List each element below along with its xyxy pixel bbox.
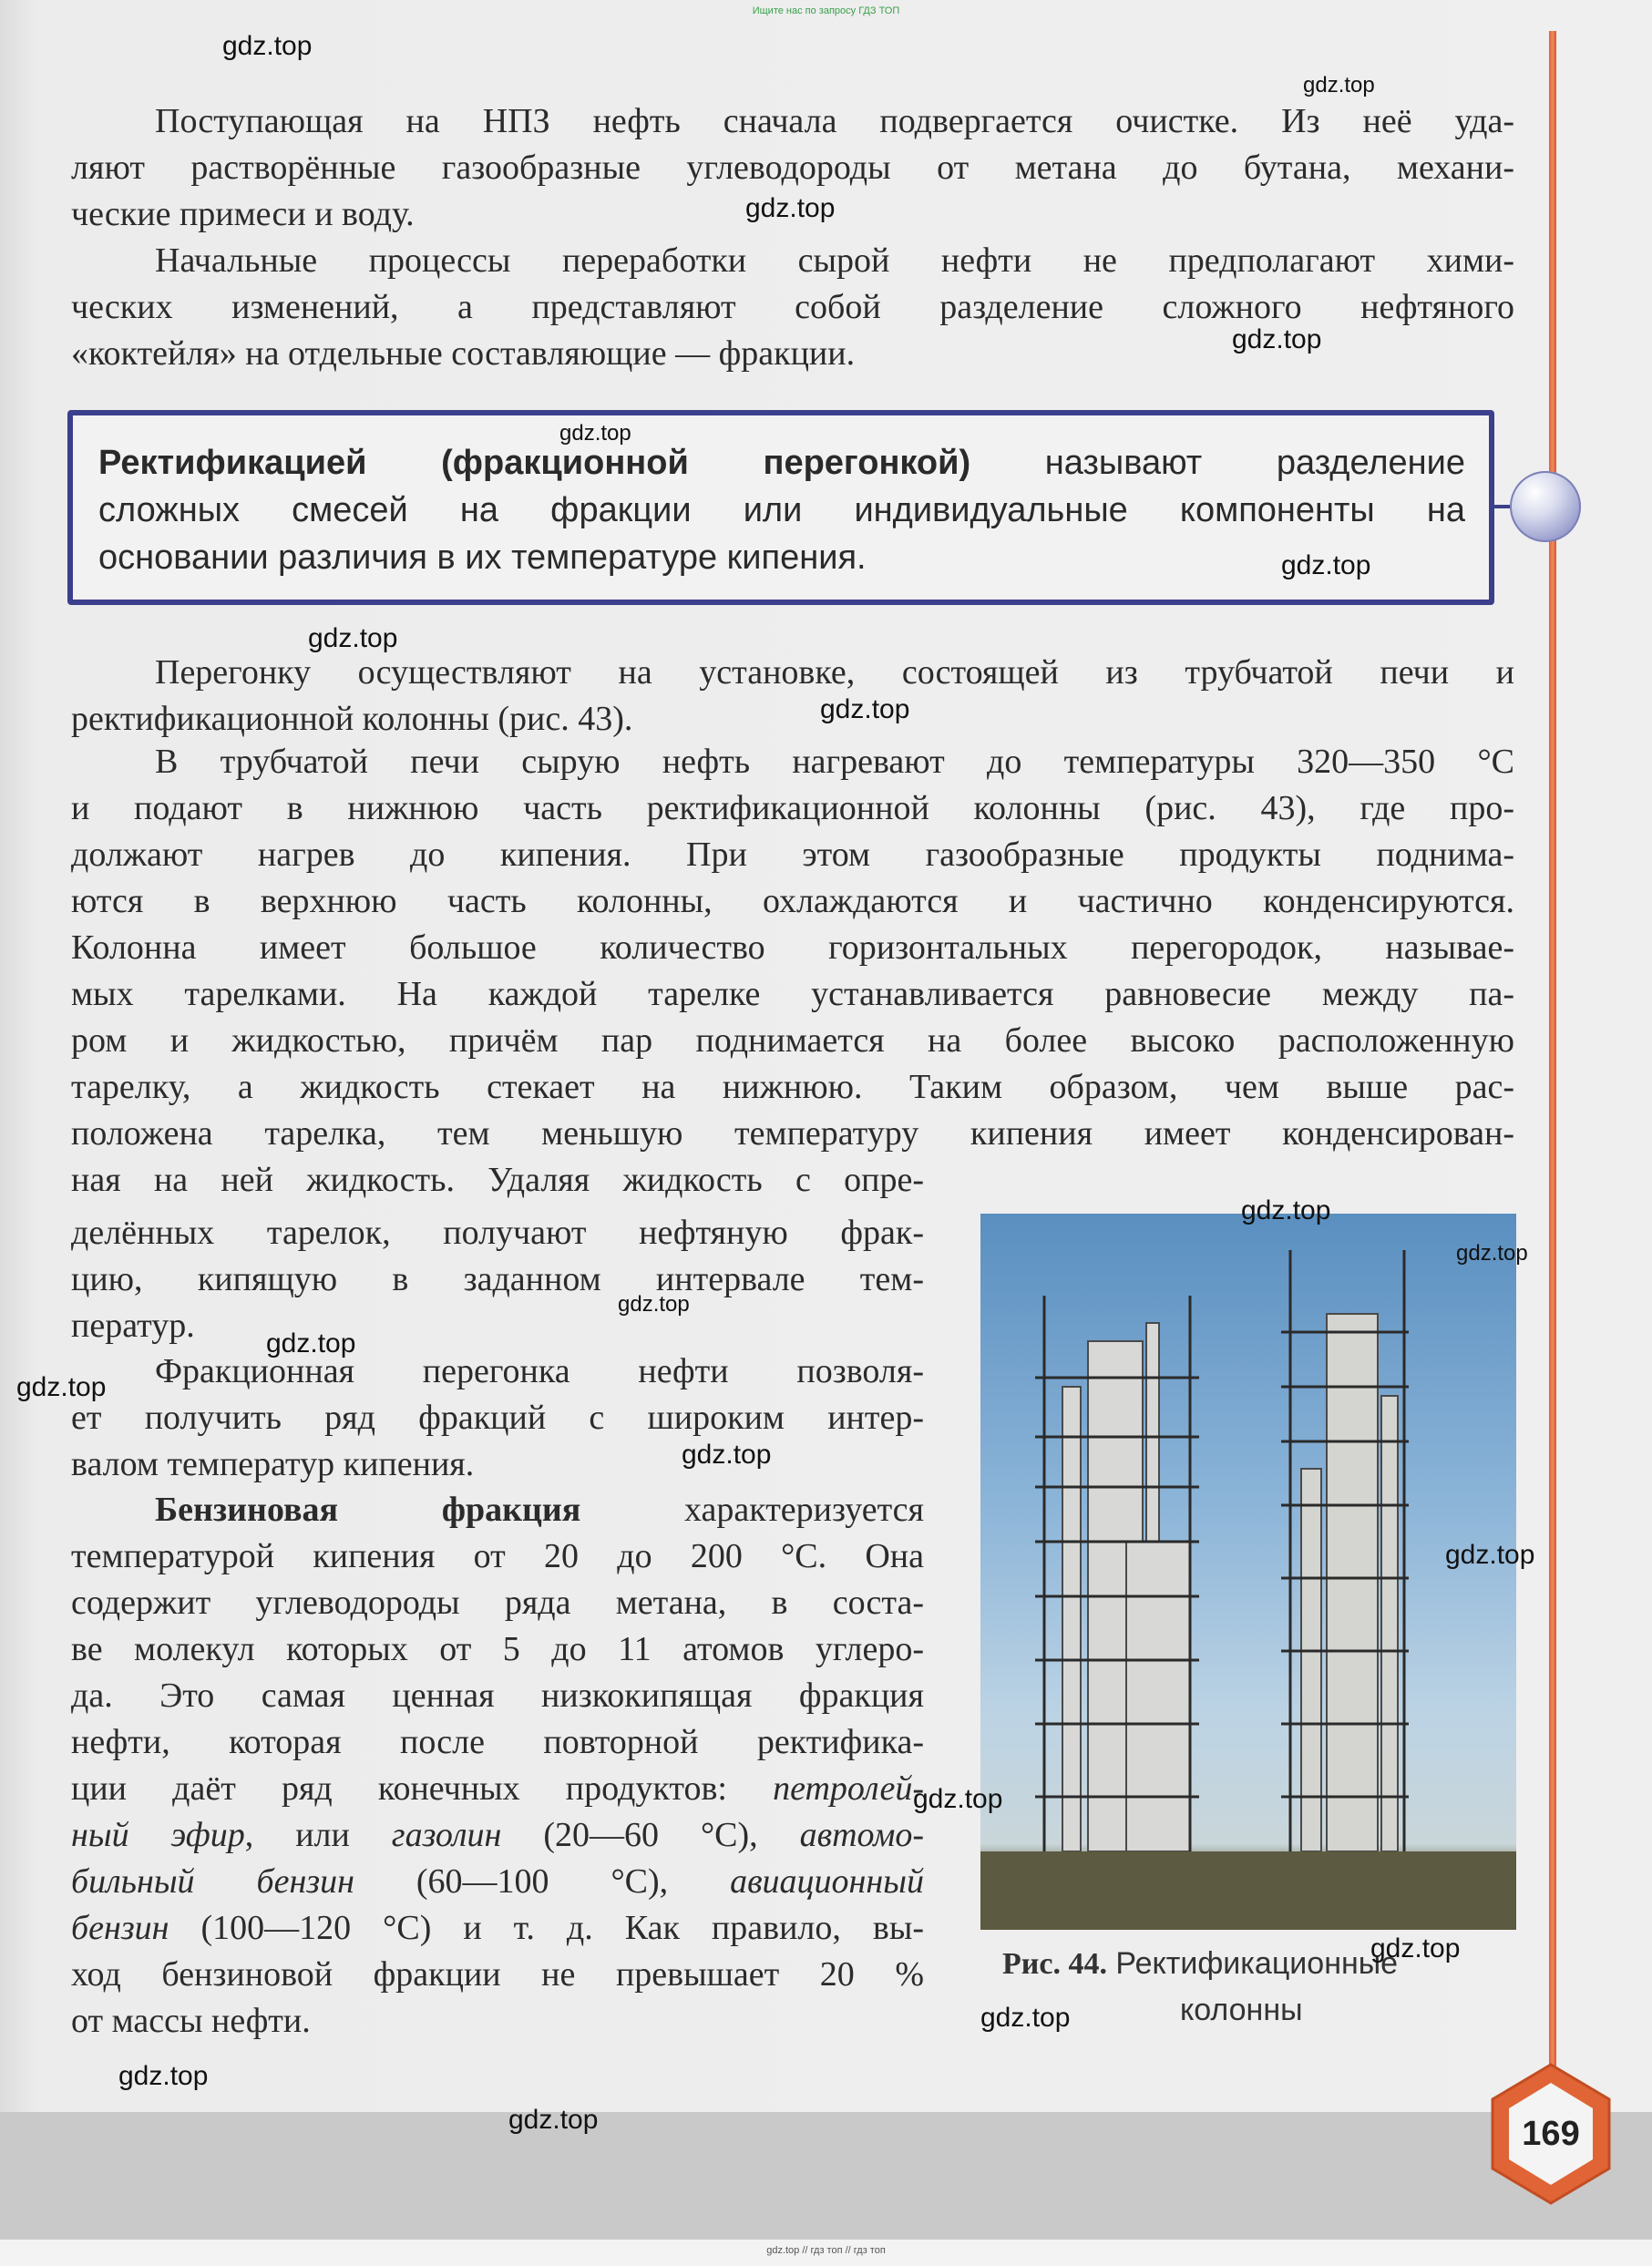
paragraph-installation: Перегонку осуществляют на установке, состоящей из трубчатой печи и ректификационной колонны (рис. 43). (71, 653, 1514, 738)
paragraph-tube-furnace: В трубчатой печи сырую нефть нагревают до температуры 320—350 °С и подают в нижнюю часть ректификационной колонны (рис. 43), где про- должают нагрев до кипения. При этом газообразные продукты поднима- ются в верхнюю часть колонны, охлаждаются и частично конденсируются. Колонна имеет большое количество горизонтальных перегородок, называе- мых тарелками. На каждой тарелке устанавливается равновесие между па- ром и жидкостью, причём пар поднимается на более высоко расположенную тарелку, а жидкость стекает на нижнюю. Таким образом, чем выше рас- положена тарелка, тем меньшую температуру кипения имеет конденсирован- ная на ней жидкость. Удаляя жидкость с опре- (71, 743, 1514, 1199)
watermark: gdz.top (1232, 324, 1322, 354)
paragraph-gasoline-fraction: Бензиновая фракция характеризуется температурой кипения от 20 до 200 °С. Она содержит углеводороды ряда метана, в соста- ве молекул которых от 5 до 11 атомов углеро- да. Это самая ценная низкокипящая фракция нефти, которая после повторной ректифика- ции даёт ряд конечных продуктов: петролей- ный эфир, или газолин (20—60 °С), автомо- бильный бензин (60—100 °С), авиационный бензин (100—120 °С) и т. д. Как правило, вы- ход бензиновой фракции не превышает 20 % от массы нефти. (71, 1491, 924, 2040)
watermark: gdz.top (618, 1292, 690, 1317)
ground (980, 1851, 1516, 1930)
definition-term: Ректификацией (98, 444, 367, 482)
header-note: Ищите нас по запросу ГДЗ ТОП (752, 5, 900, 16)
watermark: gdz.top (1456, 1241, 1528, 1266)
watermark: gdz.top (820, 694, 910, 724)
paragraph-initial-processes: Начальные процессы переработки сырой нефти не предполагают хими- ческих изменений, а представляют собой разделение сложного нефтяного «коктейля» на отдельные составляющие — фракции. (71, 241, 1514, 373)
figure-photo-rectification-columns (980, 1214, 1516, 1930)
paragraph-fraction-removal: делённых тарелок, получают нефтяную фрак- цию, кипящую в заданном интервале тем- ператур. (71, 1214, 924, 1345)
figure-label: Рис. 44. (1002, 1947, 1107, 1981)
watermark: gdz.top (222, 31, 313, 61)
definition-term-paren: (фракционной перегонкой) (441, 444, 971, 482)
watermark: gdz.top (308, 623, 398, 653)
columns-illustration (980, 1214, 1516, 1930)
page-number-badge (1487, 2061, 1615, 2207)
paragraph-purification: Поступающая на НПЗ нефть сначала подвергается очистке. Из неё уда- ляют растворённые газообразные углеводороды от метана до бутана, механи- ческие примеси и воду. (71, 102, 1514, 233)
footer-note: gdz.top // гдз топ // гдз топ (766, 2245, 886, 2256)
watermark: gdz.top (16, 1372, 107, 1402)
watermark: gdz.top (1281, 550, 1371, 580)
watermark: gdz.top (682, 1440, 772, 1470)
watermark: gdz.top (118, 2061, 209, 2091)
left-column (1062, 1323, 1190, 1851)
figure-caption: Рис. 44. Ректификационные колонны (1002, 1946, 1399, 2027)
watermark: gdz.top (1445, 1540, 1535, 1570)
bottom-band (0, 2112, 1652, 2240)
watermark: gdz.top (1241, 1195, 1331, 1225)
definition-bullet-icon (1510, 471, 1581, 542)
watermark: gdz.top (559, 421, 631, 446)
watermark: gdz.top (1303, 73, 1375, 97)
page-number: 169 (1522, 2114, 1580, 2153)
term-gasoline-fraction: Бензиновая фракция (155, 1491, 581, 1529)
watermark: gdz.top (745, 193, 836, 223)
watermark: gdz.top (266, 1328, 356, 1359)
watermark: gdz.top (1370, 1933, 1461, 1964)
watermark: gdz.top (913, 1784, 1003, 1814)
watermark: gdz.top (508, 2105, 599, 2135)
definition-text: Ректификацией (фракционной перегонкой) называют разделение сложных смесей на фракции или индивидуальные компоненты на основании различия в их температуре кипения. (98, 444, 1465, 577)
right-column (1301, 1314, 1398, 1851)
watermark: gdz.top (980, 2003, 1071, 2033)
paragraph-fractional-distillation: Фракционная перегонка нефти позволя- ет получить ряд фракций с широким интер- валом температур кипения. (71, 1352, 924, 1483)
margin-rule (1549, 31, 1556, 2136)
